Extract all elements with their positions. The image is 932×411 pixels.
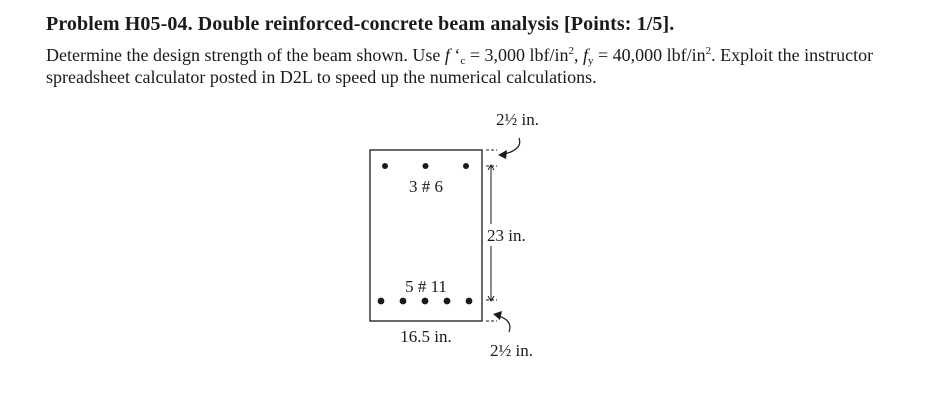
top-bars-group [382,163,469,169]
bottom-bar [378,298,385,305]
height-label: 23 in. [487,226,526,245]
top-cover-label: 2½ in. [496,110,539,129]
top-cover-arrowhead [498,150,507,159]
bottom-bars-group [378,298,473,305]
fc-superscript: 2 [568,45,574,57]
bottom-bar [400,298,407,305]
top-bars-label: 3 # 6 [409,177,443,196]
fy-superscript: 2 [705,45,712,57]
fc-symbol: f [444,45,450,65]
fy-subscript: y [587,55,594,67]
top-bar [423,163,429,169]
fc-prime: ‘ [449,45,461,65]
bottom-bar [422,298,429,305]
separator: , [573,45,583,65]
statement-tail: . Exploit the instructor spreadsheet calculator posted in D2L to speed up the numerical calculations. [46,45,874,87]
bottom-bars-label: 5 # 11 [405,277,447,296]
top-bar [382,163,388,169]
width-label: 16.5 in. [400,327,452,346]
bottom-cover-arrowhead [493,311,502,320]
statement-lead: Determine the design strength of the beam shown. Use [46,45,445,65]
bottom-bar [444,298,451,305]
fy-symbol: f [582,45,588,65]
problem-title: Problem H05-04. Double reinforced-concrete beam analysis [Points: 1/5]. [46,13,675,35]
bottom-bar [466,298,473,305]
fy-value: = 40,000 lbf/in [593,45,706,65]
top-bar [463,163,469,169]
fc-value: = 3,000 lbf/in [465,45,569,65]
fc-subscript: c [460,55,466,67]
bottom-cover-label: 2½ in. [490,341,533,360]
